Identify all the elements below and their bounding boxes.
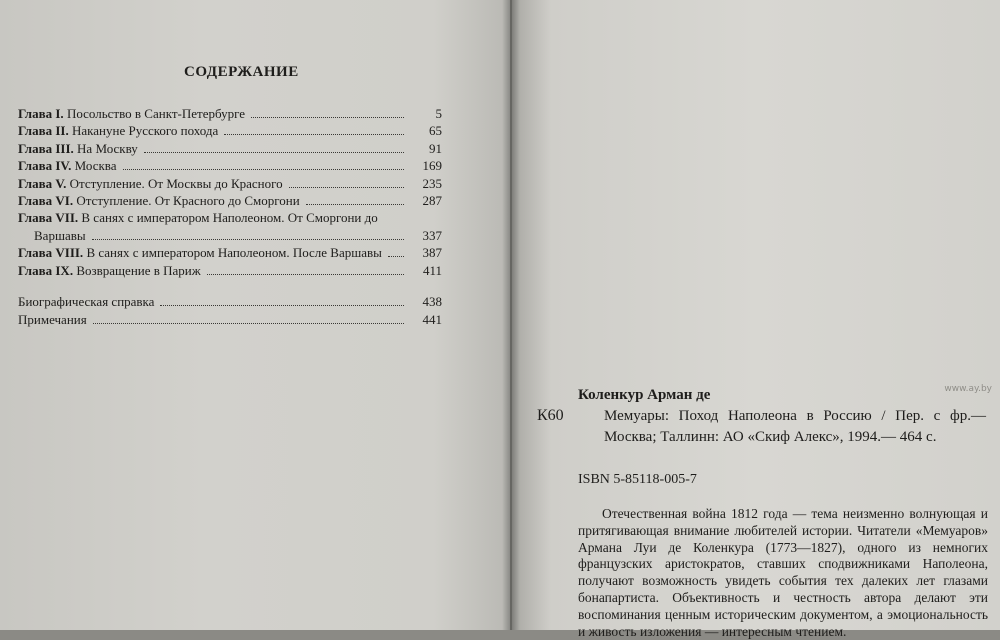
- toc-entry: Глава VIII. В санях с императором Наполеоном. После Варшавы 387: [18, 245, 442, 260]
- toc-entry: Глава IX. Возвращение в Париж 411: [18, 262, 442, 278]
- toc-entry: Глава VII. В санях с императором Наполеоном. От Сморгони до: [18, 210, 378, 225]
- toc-entry: Глава I. Посольство в Санкт-Петербурге 5: [18, 105, 442, 121]
- isbn: ISBN 5-85118-005-7: [578, 472, 697, 487]
- toc-page-number: 235: [422, 175, 442, 191]
- toc-entry: Глава III. На Москву 91: [18, 140, 442, 156]
- toc-page-number: 438: [422, 294, 442, 309]
- library-code: К60: [537, 407, 564, 424]
- toc-page-number: 411: [422, 262, 442, 278]
- toc-appendix-entry: Биографическая справка 438: [18, 294, 442, 309]
- toc-appendix-entry: Примечания 441: [18, 311, 442, 327]
- toc-entry: Глава V. Отступление. От Москвы до Красного 235: [18, 175, 442, 191]
- bib-description: Мемуары: Поход Наполеона в Россию / Пер. с фр.— Москва; Таллинн: АО «Скиф Алекс», 1994.— 464 с.: [604, 408, 986, 445]
- toc-page-number: 5: [435, 105, 442, 121]
- bib-author: Коленкур Арман де: [578, 387, 711, 403]
- toc-page-number: 337: [422, 227, 442, 243]
- toc-page-number: 169: [422, 158, 442, 173]
- toc-page-number: 287: [422, 193, 442, 208]
- annotation-paragraph: Отечественная война 1812 года — тема неизменно волнующая и притягивающая внимание любителей истории. Читатели «Мемуаров» Армана Луи де Коленкура (1773—1827), одного из немногих французских аристократов, ставших сподвижниками Наполеона, получают возможность увидеть события тех далеких лет глазами бонапартиста. Объективность и честность автора делают эти воспоминания ценным историческим документом, а эмоциональность и живость изложения — интересным чтением.: [578, 506, 988, 639]
- toc-entry: Глава IV. Москва 169: [18, 158, 442, 173]
- toc-entry: Глава II. Накануне Русского похода 65: [18, 123, 442, 138]
- book-gutter: [502, 0, 520, 630]
- toc-title: СОДЕРЖАНИЕ: [184, 64, 299, 80]
- watermark: www.ay.by: [944, 384, 992, 394]
- toc-page-number: 65: [429, 123, 442, 138]
- toc-page-number: 387: [422, 245, 442, 260]
- toc-page-number: 91: [429, 140, 442, 156]
- toc-entry: Глава VI. Отступление. От Красного до Сморгони 287: [18, 193, 442, 208]
- toc-page-number: 441: [422, 311, 442, 327]
- table-of-contents: [18, 104, 442, 328]
- toc-entry-continuation: Варшавы 337: [34, 227, 442, 243]
